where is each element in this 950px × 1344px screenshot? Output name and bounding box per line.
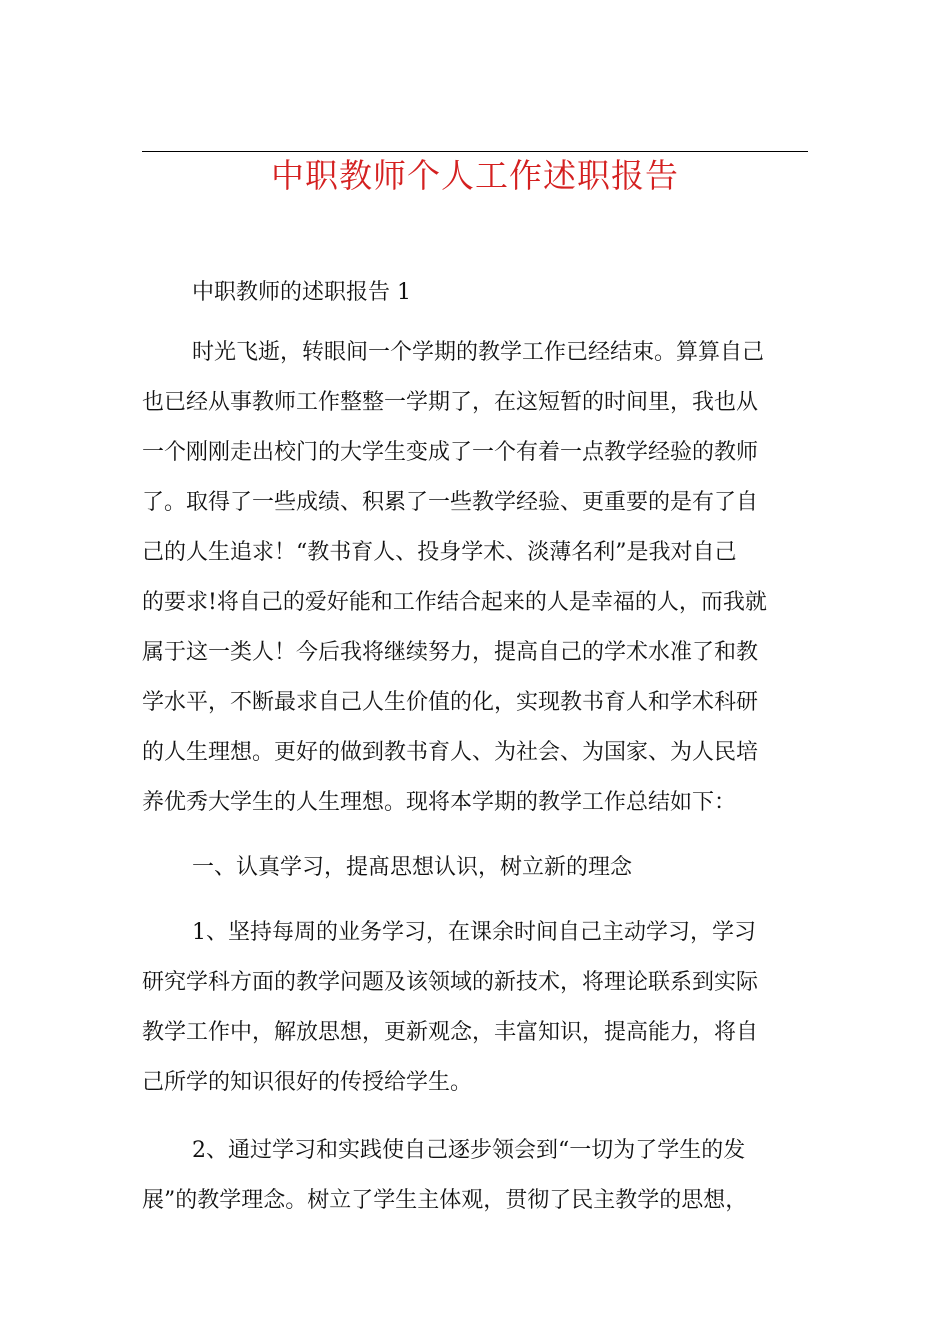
paragraph-line: 的人生理想。更好的做到教书育人、为社会、为国家、为人民培 <box>142 740 759 765</box>
paragraph-line: 的要求!将自己的爱好能和工作结合起来的人是幸福的人，而我就 <box>142 590 767 615</box>
paragraph-line: 养优秀大学生的人生理想。现将本学期的教学工作总结如下： <box>142 790 737 815</box>
paragraph-line: 一个刚刚走出校门的大学生变成了一个有着一点教学经验的教师 <box>142 440 759 465</box>
paragraph-line: 了。取得了一些成绩、积累了一些教学经验、更重要的是有了自 <box>142 490 759 515</box>
item-1 <box>142 908 808 1108</box>
paragraph-line: 也已经从事教师工作整整一学期了，在这短暂的时间里，我也从 <box>142 390 759 415</box>
paragraph-1 <box>142 328 808 828</box>
document-title: 中职教师个人工作述职报告 <box>271 156 679 195</box>
section-heading-1: 一、认真学习，提髙思想认识，树立新的理念 <box>192 855 633 880</box>
paragraph-line: 学水平，不断最求自己人生价值的化，实现教书育人和学术科研 <box>142 690 759 715</box>
section-subtitle: 中职教师的述职报告 1 <box>192 280 411 305</box>
item-2 <box>142 1126 808 1226</box>
paragraph-line: 2、通过学习和实践使自己逐步领会到“一切为了学生的发 <box>192 1138 746 1163</box>
paragraph-line: 时光飞逝，转眼间一个学期的教学工作已经结束。算算自己 <box>192 340 765 365</box>
paragraph-line: 属于这一类人！今后我将继续努力，提高自己的学术水准了和教 <box>142 640 759 665</box>
paragraph-line: 展”的教学理念。树立了学生主体观，贯彻了民主教学的思想， <box>142 1188 748 1213</box>
paragraph-line: 教学工作中，解放思想，更新观念，丰富知识，提高能力，将自 <box>142 1020 759 1045</box>
paragraph-line: 研究学科方面的教学问题及该领域的新技术，将理论联系到实际 <box>142 970 759 995</box>
paragraph-line: 1、坚持每周的业务学习，在课余时间自己主动学习，学习 <box>192 920 756 945</box>
paragraph-line: 己所学的知识很好的传授给学生。 <box>142 1070 473 1095</box>
paragraph-line: 己的人生追求！“教书育人、投身学术、淡薄名利”是我对自己 <box>142 540 737 565</box>
